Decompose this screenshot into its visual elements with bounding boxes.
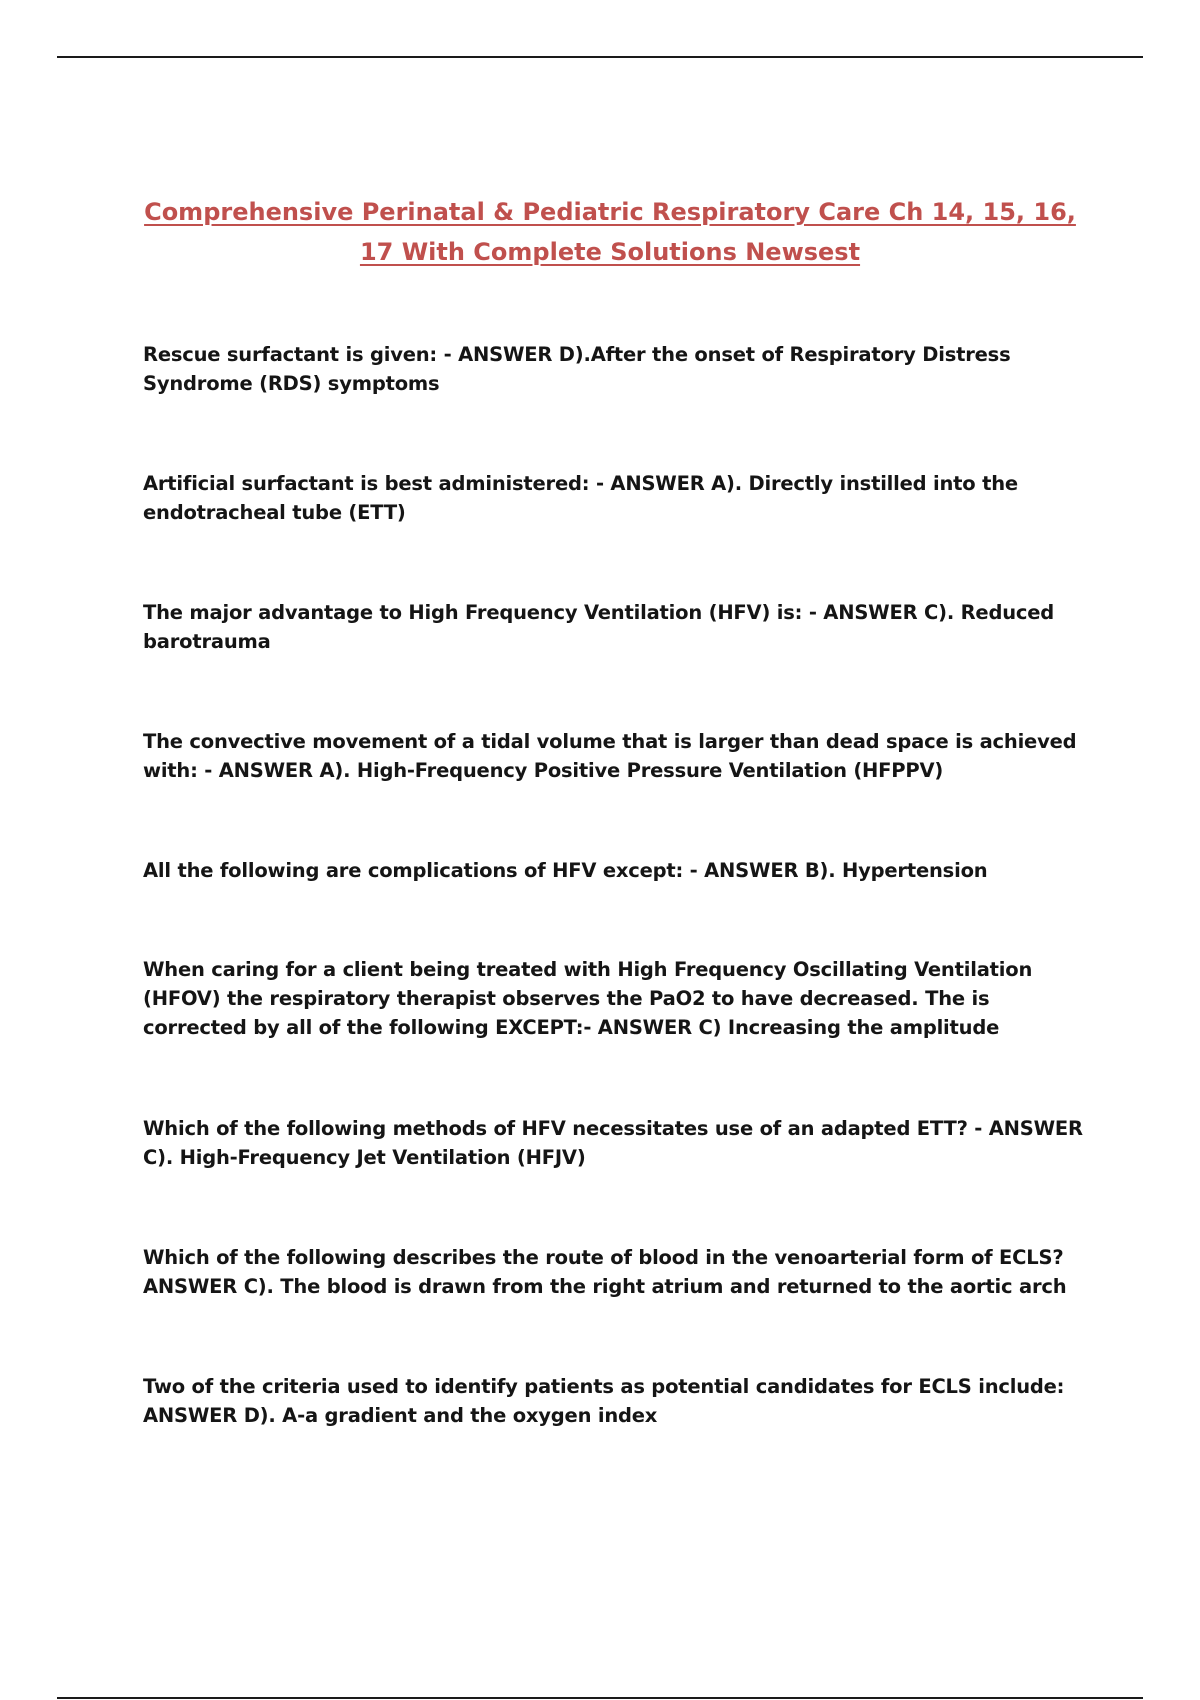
qa-item-9: Two of the criteria used to identify patients as potential candidates for ECLS include: ANSWER D). A-a gradient and the oxygen index [143, 1375, 1065, 1427]
bottom-rule [57, 1697, 1143, 1699]
qa-item-2: Artificial surfactant is best administered: - ANSWER A). Directly instilled into the endotracheal tube (ETT) [143, 472, 1018, 524]
qa-item-1: Rescue surfactant is given: - ANSWER D).After the onset of Respiratory Distress Syndrome (RDS) symptoms [143, 343, 1011, 395]
top-rule [57, 56, 1143, 58]
qa-item-7: Which of the following methods of HFV necessitates use of an adapted ETT? - ANSWER C). High-Frequency Jet Ventilation (HFJV) [143, 1117, 1083, 1169]
qa-item-4: The convective movement of a tidal volume that is larger than dead space is achieved with: - ANSWER A). High-Frequency Positive Pressure Ventilation (HFPPV) [143, 730, 1077, 782]
qa-item-6: When caring for a client being treated with High Frequency Oscillating Ventilation (HFOV) the respiratory therapist observes the PaO2 to have decreased. The is corrected by all of the following EXCEPT:- ANSWER C) Increasing the amplitude [143, 958, 1033, 1039]
qa-item-8: Which of the following describes the route of blood in the venoarterial form of ECLS? ANSWER C). The blood is drawn from the right atrium and returned to the aortic arch [143, 1246, 1067, 1298]
qa-item-5: All the following are complications of HFV except: - ANSWER B). Hypertension [143, 859, 988, 882]
qa-item-3: The major advantage to High Frequency Ventilation (HFV) is: - ANSWER C). Reduced barotrauma [143, 601, 1055, 653]
document-title [140, 192, 1080, 272]
title-line-1: Comprehensive Perinatal & Pediatric Respiratory Care Ch 14, 15, 16, [144, 198, 1076, 226]
title-line-2: 17 With Complete Solutions Newsest [359, 238, 861, 266]
